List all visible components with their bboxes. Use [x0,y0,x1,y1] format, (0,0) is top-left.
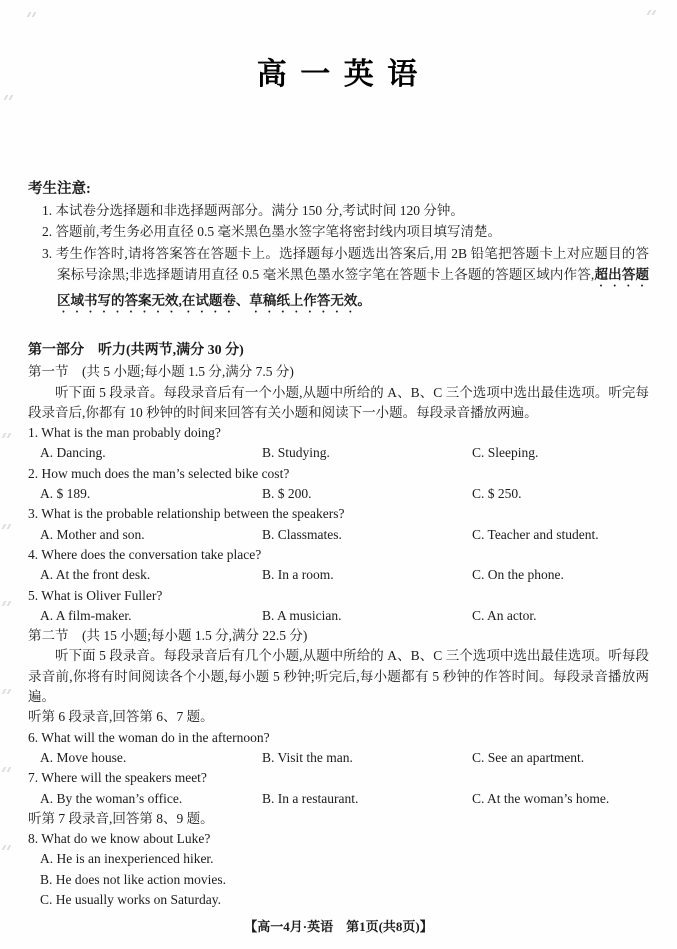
question-7-options [28,789,649,809]
question-2-options [28,484,649,504]
question-6-option-c: C. See an apartment. [472,749,585,765]
question-3 [28,504,649,545]
page-title: 高 一 英 语 [256,58,421,91]
question-4-option-b: B. In a room. [262,567,334,583]
notice-item-3-emphasis: 超出答题区域书写的答案无效,在试题卷、草稿纸上作答无效。 [57,267,650,309]
question-8 [28,829,649,910]
notice-heading: 考生注意: [28,180,91,197]
question-7 [28,768,649,809]
question-1 [28,423,649,464]
question-4-option-c: C. On the phone. [472,567,564,583]
question-8-options [28,849,649,910]
section2-heading: 第二节 (共 15 小题;每小题 1.5 分,满分 22.5 分) [28,628,308,644]
question-4-option-a: A. At the front desk. [40,567,151,583]
scan-artifact [2,433,12,438]
notice-item-1: 1. 本试卷分选择题和非选择题两部分。满分 150 分,考试时间 120 分钟。 [42,202,464,218]
question-2 [28,464,649,505]
question-4-options [28,565,649,585]
notice-item-3-text: 3. 考生作答时,请将答案答在答题卡上。选择题每小题选出答案后,用 2B 铅笔把答题卡上对应题目的答案标号涂黑;非选择题请用直径 0.5 毫米黑色墨水签字笔在答题卡上各题的答题区域内作答, [42,245,649,283]
audio7-note: 听第 7 段录音,回答第 8、9 题。 [28,810,214,826]
question-8-option-a: A. He is an inexperienced hiker. [40,851,214,867]
question-5-option-c: C. An actor. [472,607,537,623]
question-3-option-a: A. Mother and son. [40,526,145,542]
scan-artifact [4,95,14,100]
question-1-text: 1. What is the man probably doing? [28,425,221,441]
question-6-option-a: A. Move house. [40,749,127,765]
question-3-options [28,525,649,545]
question-6 [28,728,649,769]
question-8-option-b: B. He does not like action movies. [40,871,226,887]
audio6-note: 听第 6 段录音,回答第 6、7 题。 [28,709,214,725]
part1-heading: 第一部分 听力(共两节,满分 30 分) [28,343,244,359]
question-1-option-b: B. Studying. [262,445,330,461]
scan-artifact [2,601,12,606]
question-7-option-a: A. By the woman’s office. [40,790,183,806]
scan-artifact [647,10,657,15]
question-5-option-b: B. A musician. [262,607,342,623]
scan-artifact [2,689,12,694]
question-8-option-c: C. He usually works on Saturday. [40,892,221,907]
question-3-option-b: B. Classmates. [262,526,342,542]
question-3-option-c: C. Teacher and student. [472,526,599,542]
question-1-option-a: A. Dancing. [40,445,106,461]
question-5-option-a: A. A film-maker. [40,607,132,623]
section1-heading: 第一节 (共 5 小题;每小题 1.5 分,满分 7.5 分) [28,364,294,380]
scan-artifact [2,845,12,850]
question-4 [28,545,649,586]
question-2-option-b: B. $ 200. [262,486,312,502]
question-2-text: 2. How much does the man’s selected bike cost? [28,465,290,481]
question-7-option-c: C. At the woman’s home. [472,790,610,806]
scan-artifact [2,524,12,529]
notice-section [28,178,649,317]
part1-listening [28,340,649,910]
question-8-text: 8. What do we know about Luke? [28,831,211,847]
question-6-option-b: B. Visit the man. [262,749,353,765]
page-footer: 【高一4月·英语 第1页(共8页)】 [244,918,433,934]
scan-artifact [2,767,12,772]
section1-instructions: 听下面 5 段录音。每段录音后有一个小题,从题中所给的 A、B、C 三个选项中选出最佳选项。听完每段录音后,你都有 10 秒钟的时间来回答有关小题和阅读下一小题。每段录音播放两遍。 [28,384,649,420]
question-7-text: 7. Where will the speakers meet? [28,770,207,786]
question-4-text: 4. Where does the conversation take place? [28,546,262,562]
notice-item-2: 2. 答题前,考生务必用直径 0.5 毫米黑色墨水签字笔将密封线内项目填写清楚。 [42,224,501,240]
notice-item-3 [42,243,649,317]
question-2-option-c: C. $ 250. [472,486,522,502]
question-2-option-a: A. $ 189. [40,486,91,502]
question-5 [28,586,649,627]
question-3-text: 3. What is the probable relationship between the speakers? [28,506,345,522]
section2-instructions: 听下面 5 段录音。每段录音后有几个小题,从题中所给的 A、B、C 三个选项中选出最佳选项。听每段录音前,你将有时间阅读各个小题,每小题 5 秒钟;听完后,每小题都有 5 秒钟的作答时间。每段录音播放两遍。 [28,648,649,705]
question-1-options [28,443,649,463]
question-5-options [28,606,649,626]
question-1-option-c: C. Sleeping. [472,445,539,461]
question-5-text: 5. What is Oliver Fuller? [28,587,163,603]
question-6-text: 6. What will the woman do in the afternoon? [28,729,270,745]
question-6-options [28,748,649,768]
question-7-option-b: B. In a restaurant. [262,790,359,806]
